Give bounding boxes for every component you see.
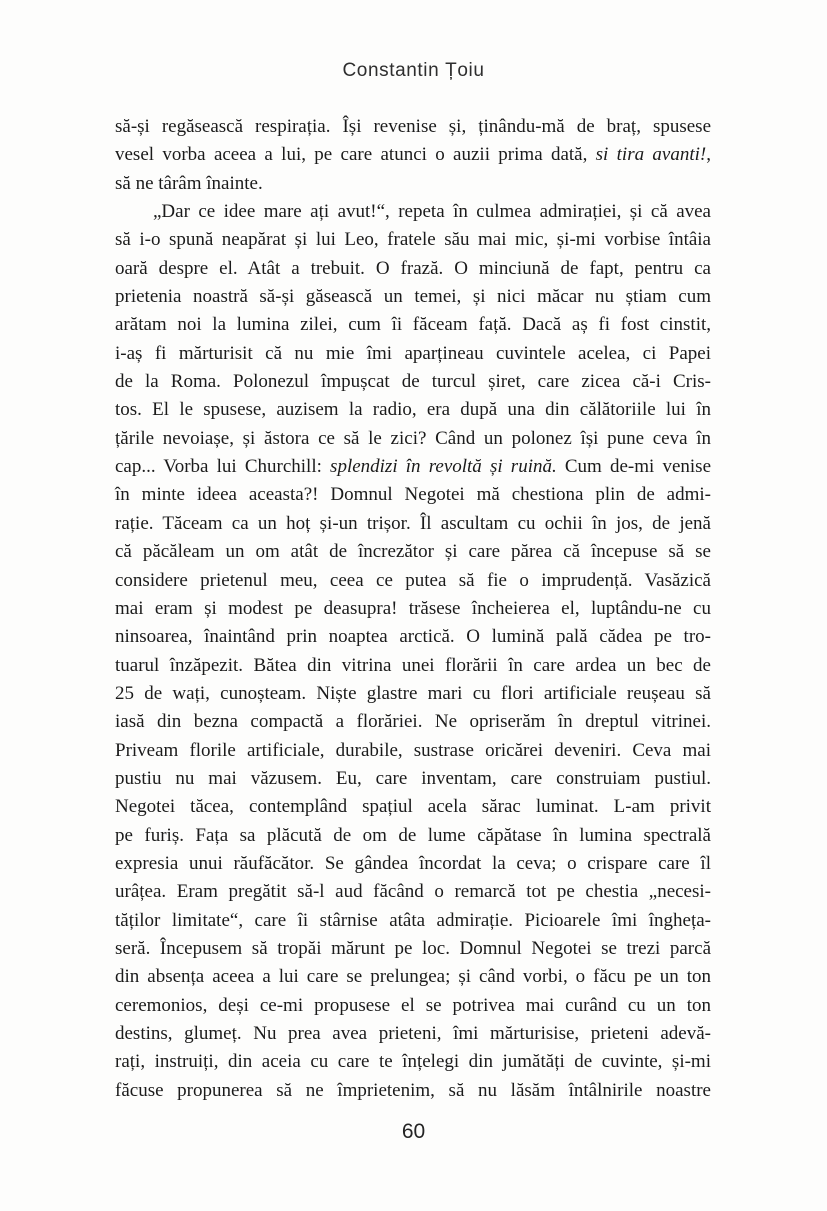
text-line bbox=[115, 1020, 711, 1048]
text-line bbox=[115, 453, 711, 481]
text-line bbox=[115, 708, 711, 736]
text-line bbox=[115, 311, 711, 339]
text-segment: din absența aceea a lui care se prelungea; și când vorbi, o făcu pe un ton bbox=[115, 966, 711, 988]
text-line bbox=[115, 1077, 711, 1105]
text-segment: pustiu nu mai văzusem. Eu, care inventam, care construiam pustiul. bbox=[115, 767, 711, 789]
text-segment: tos. El le spusese, auzisem la radio, era după una din călătoriile lui în bbox=[115, 399, 711, 421]
text-line bbox=[115, 992, 711, 1020]
text-segment: Negotei tăcea, contemplând spațiul acela sărac luminat. L-am privit bbox=[115, 796, 711, 818]
text-line bbox=[115, 396, 711, 424]
text-segment: seră. Începusem să tropăi mărunt pe loc. Domnul Negotei se trezi parcă bbox=[115, 937, 711, 959]
page-number: 60 bbox=[401, 1120, 426, 1143]
text-line bbox=[115, 680, 711, 708]
text-segment: ninsoarea, înaintând prin noaptea arctică. O lumină pală cădea pe tro- bbox=[115, 626, 711, 648]
text-line bbox=[115, 368, 711, 396]
text-segment: că păcăleam un om atât de încrezător și care părea că începuse să se bbox=[115, 541, 711, 563]
text-line bbox=[115, 113, 711, 141]
text-line bbox=[115, 935, 711, 963]
text-line bbox=[115, 481, 711, 509]
text-segment: urâțea. Eram pregătit să-l aud făcând o remarcă tot pe chestia „necesi- bbox=[115, 881, 711, 903]
text-segment: vesel vorba aceea a lui, pe care atunci o auzii prima dată, bbox=[115, 144, 596, 166]
text-line bbox=[115, 1048, 711, 1076]
text-line bbox=[115, 737, 711, 765]
text-segment: 25 de wați, cunoșteam. Niște glastre mari cu flori artificiale reușeau să bbox=[115, 682, 711, 704]
text-segment: arătam noi la lumina zilei, cum îi făceam față. Dacă aș fi fost cinstit, bbox=[115, 314, 711, 336]
text-line bbox=[115, 226, 711, 254]
text-segment: tăților limitate“, care îi stârnise atâta admirație. Picioarele îmi îngheța- bbox=[115, 909, 711, 931]
text-segment: tuarul înzăpezit. Bătea din vitrina unei florării în care ardea un bec de bbox=[115, 654, 711, 676]
text-segment: pe furiș. Fața sa plăcută de om de lume căpătase în lumina spectrală bbox=[115, 824, 711, 846]
text-segment: prietenia noastră să-și găsească un temei, și nici măcar nu știam cum bbox=[115, 286, 711, 308]
text-line bbox=[115, 907, 711, 935]
italic-text-segment: si tira avanti! bbox=[595, 144, 707, 166]
text-line bbox=[115, 340, 711, 368]
text-segment: în minte ideea aceasta?! Domnul Negotei mă chestiona plin de admi- bbox=[115, 484, 711, 506]
text-line bbox=[115, 595, 711, 623]
text-line bbox=[115, 283, 711, 311]
text-line bbox=[115, 425, 711, 453]
text-segment: iasă din bezna compactă a florăriei. Ne opriserăm în dreptul vitrinei. bbox=[115, 711, 711, 733]
text-segment: i-aș fi mărturisit că nu mie îmi aparțineau cuvintele acelea, ci Papei bbox=[115, 342, 711, 364]
text-line bbox=[115, 652, 711, 680]
text-line bbox=[115, 623, 711, 651]
text-segment: „Dar ce idee mare ați avut!“, repeta în culmea admirației, și că avea bbox=[153, 201, 711, 223]
text-segment: să ne târâm înainte. bbox=[115, 172, 263, 194]
text-line bbox=[115, 510, 711, 538]
text-line bbox=[115, 255, 711, 283]
text-line bbox=[115, 793, 711, 821]
text-segment: expresia unui răufăcător. Se gândea încordat la ceva; o crispare care îl bbox=[115, 852, 711, 874]
text-line bbox=[115, 878, 711, 906]
text-segment: oară despre el. Atât a trebuit. O frază. O minciună de fapt, pentru ca bbox=[115, 257, 711, 279]
text-segment: Cum de-mi venise bbox=[556, 456, 711, 478]
text-segment: rați, instruiți, din aceia cu care te înțelegi din jumătăți de cuvinte, și-mi bbox=[115, 1051, 711, 1073]
text-line bbox=[115, 538, 711, 566]
text-segment: , bbox=[706, 144, 711, 166]
text-line bbox=[115, 567, 711, 595]
page-text bbox=[115, 113, 711, 1105]
text-line bbox=[115, 963, 711, 991]
text-line bbox=[115, 822, 711, 850]
running-header-author: Constantin Țoiu bbox=[342, 60, 485, 81]
text-segment: considere prietenul meu, ceea ce putea să fie o imprudență. Vasăzică bbox=[115, 569, 711, 591]
text-segment: destins, glumeț. Nu prea avea prieteni, îmi mărturisise, prieteni adevă- bbox=[115, 1023, 711, 1044]
text-line bbox=[115, 850, 711, 878]
text-segment: mai eram și modest pe deasupra! trăsese încheierea el, luptându-ne cu bbox=[115, 597, 711, 619]
text-line bbox=[115, 141, 711, 169]
text-segment: Priveam florile artificiale, durabile, sustrase oricărei deveniri. Ceva mai bbox=[115, 739, 711, 761]
text-segment: să i-o spună neapărat și lui Leo, fratele său mai mic, și-mi vorbise întâia bbox=[115, 229, 711, 251]
text-segment: rație. Tăceam ca un hoț și-un trișor. Îl ascultam cu ochii în jos, de jenă bbox=[115, 512, 711, 534]
text-segment: cap... Vorba lui Churchill: bbox=[115, 456, 331, 478]
text-segment: țările nevoiașe, și ăstora ce să le zici? Când un polonez își pune ceva în bbox=[115, 427, 711, 449]
text-segment: să-și regăsească respirația. Își revenise și, ținându-mă de braț, spusese bbox=[115, 116, 711, 137]
text-line bbox=[115, 170, 711, 198]
text-segment: de la Roma. Polonezul împușcat de turcul șiret, care zicea că-i Cris- bbox=[115, 371, 711, 393]
text-line bbox=[115, 198, 711, 226]
text-segment: ceremonios, deși ce-mi propusese el se potrivea mai curând cu un ton bbox=[115, 994, 711, 1016]
text-segment: făcuse propunerea să ne împrietenim, să nu lăsăm întâlnirile noastre bbox=[115, 1079, 711, 1101]
italic-text-segment: splendizi în revoltă și ruină. bbox=[330, 456, 557, 478]
text-line bbox=[115, 765, 711, 793]
